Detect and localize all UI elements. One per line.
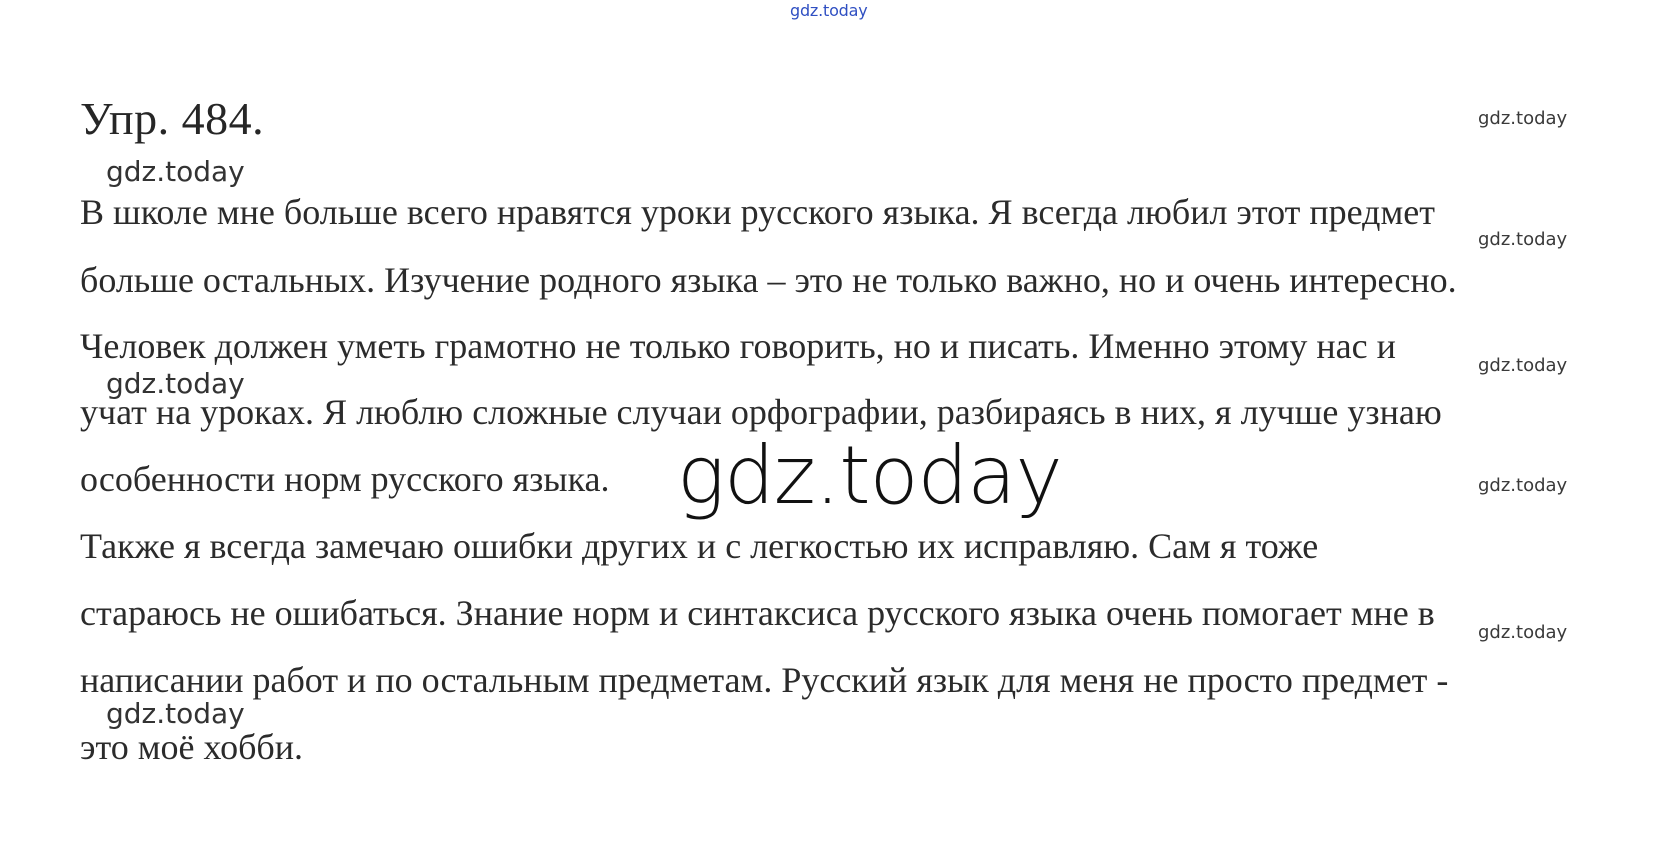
watermark-right: gdz.today bbox=[1478, 475, 1568, 496]
watermark-top: gdz.today bbox=[790, 1, 868, 20]
text-line-2: больше остальных. Изучение родного языка – это не только важно, но и очень интересно. bbox=[80, 260, 1457, 300]
text-line-7: стараюсь не ошибаться. Знание норм и синтаксиса русского языка очень помогает мне в bbox=[80, 593, 1435, 633]
text-line-1: В школе мне больше всего нравятся уроки русского языка. Я всегда любил этот предмет bbox=[80, 192, 1435, 232]
text-line-4: учат на уроках. Я люблю сложные случаи орфографии, разбираясь в них, я лучше узнаю bbox=[80, 392, 1442, 432]
watermark-left: gdz.today bbox=[106, 697, 245, 730]
exercise-title: Упр. 484. bbox=[80, 93, 265, 144]
watermark-left: gdz.today bbox=[106, 367, 245, 400]
watermark-right: gdz.today bbox=[1478, 622, 1568, 643]
watermark-large: gdz.today bbox=[677, 429, 1062, 522]
watermark-right: gdz.today bbox=[1478, 355, 1568, 376]
text-line-3: Человек должен уметь грамотно не только говорить, но и писать. Именно этому нас и bbox=[80, 326, 1396, 366]
watermark-right: gdz.today bbox=[1478, 229, 1568, 250]
watermark-right: gdz.today bbox=[1478, 108, 1568, 129]
text-line-8: написании работ и по остальным предметам. Русский язык для меня не просто предмет - bbox=[80, 660, 1449, 700]
text-line-9: это моё хобби. bbox=[80, 727, 303, 767]
text-line-6: Также я всегда замечаю ошибки других и с легкостью их исправляю. Сам я тоже bbox=[80, 526, 1319, 566]
text-line-5: особенности норм русского языка. bbox=[80, 459, 610, 499]
watermark-left: gdz.today bbox=[106, 155, 245, 188]
